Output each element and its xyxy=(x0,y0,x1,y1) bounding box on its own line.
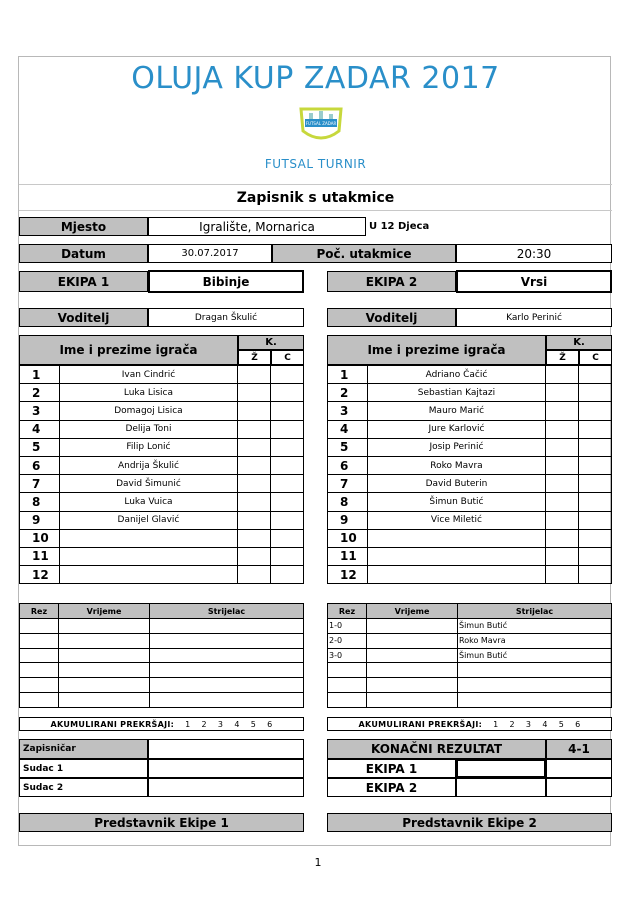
player-number: 11 xyxy=(20,547,60,565)
table-row xyxy=(328,420,612,438)
red-card-cell xyxy=(578,511,611,529)
scorer-header: Strijelac xyxy=(150,604,304,619)
tournament-subtitle: FUTSAL TURNIR xyxy=(264,157,367,171)
player-number: 4 xyxy=(328,420,368,438)
result-team1-score[interactable] xyxy=(456,759,546,778)
team1-goals-table xyxy=(19,603,304,708)
yellow-card-cell xyxy=(237,529,270,547)
event-score xyxy=(20,692,59,707)
yellow-card-cell xyxy=(545,402,578,420)
foul-1[interactable]: 1 xyxy=(185,719,191,729)
player-name xyxy=(60,529,238,547)
red-card-cell xyxy=(270,547,303,565)
red-card-cell xyxy=(270,475,303,493)
event-scorer xyxy=(458,663,612,678)
player-number: 1 xyxy=(328,366,368,384)
red-card-cell xyxy=(578,384,611,402)
table-row xyxy=(328,438,612,456)
team1-players-header: Ime i prezime igrača xyxy=(19,335,238,365)
team2-players-header: Ime i prezime igrača xyxy=(327,335,546,365)
table-row xyxy=(328,633,612,648)
team1-name: Bibinje xyxy=(148,270,304,293)
event-time xyxy=(59,663,150,678)
team1-label: EKIPA 1 xyxy=(19,271,148,292)
yellow-card-cell xyxy=(545,438,578,456)
player-name: Jure Karlović xyxy=(368,420,546,438)
table-row xyxy=(328,511,612,529)
fouls-label: AKUMULIRANI PREKRŠAJI: xyxy=(358,719,483,729)
team2-cards-header: K. xyxy=(546,335,612,350)
yellow-card-cell xyxy=(237,456,270,474)
player-name: Josip Perinić xyxy=(368,438,546,456)
event-score xyxy=(20,648,59,663)
event-time xyxy=(367,692,458,707)
table-row xyxy=(328,619,612,634)
table-row xyxy=(328,566,612,584)
rez-header: Rez xyxy=(328,604,367,619)
player-name xyxy=(60,566,238,584)
yellow-card-cell xyxy=(237,475,270,493)
player-number: 6 xyxy=(328,456,368,474)
event-time xyxy=(59,633,150,648)
table-row xyxy=(20,493,304,511)
time-header: Vrijeme xyxy=(367,604,458,619)
player-name: Mauro Marić xyxy=(368,402,546,420)
team1-coach: Dragan Škulić xyxy=(148,308,304,327)
red-card-cell xyxy=(578,438,611,456)
start-time-value: 20:30 xyxy=(456,244,612,263)
table-row xyxy=(20,619,304,634)
player-name: Luka Lisica xyxy=(60,384,238,402)
table-row xyxy=(328,529,612,547)
table-row xyxy=(20,633,304,648)
report-title: Zapisnik s utakmice xyxy=(236,190,395,206)
yellow-card-cell xyxy=(237,493,270,511)
event-time xyxy=(367,633,458,648)
event-scorer xyxy=(150,633,304,648)
event-scorer xyxy=(458,678,612,693)
yellow-card-cell xyxy=(545,456,578,474)
final-score: 4-1 xyxy=(546,739,612,759)
event-scorer xyxy=(150,663,304,678)
yellow-card-cell xyxy=(545,493,578,511)
table-row xyxy=(20,648,304,663)
player-name: Ivan Cindrić xyxy=(60,366,238,384)
red-card-cell xyxy=(578,566,611,584)
team2-red-header: C xyxy=(579,350,612,365)
event-scorer xyxy=(458,692,612,707)
player-number: 6 xyxy=(20,456,60,474)
player-name xyxy=(368,566,546,584)
yellow-card-cell xyxy=(237,402,270,420)
player-number: 12 xyxy=(20,566,60,584)
player-number: 2 xyxy=(328,384,368,402)
player-name: David Buterin xyxy=(368,475,546,493)
player-name: Danijel Glavić xyxy=(60,511,238,529)
event-time xyxy=(59,678,150,693)
yellow-card-cell xyxy=(545,420,578,438)
player-number: 3 xyxy=(20,402,60,420)
yellow-card-cell xyxy=(237,566,270,584)
player-name: Vice Miletić xyxy=(368,511,546,529)
yellow-card-cell xyxy=(237,420,270,438)
scorer-header: Strijelac xyxy=(458,604,612,619)
player-name: Sebastian Kajtazi xyxy=(368,384,546,402)
table-row xyxy=(20,366,304,384)
red-card-cell xyxy=(270,493,303,511)
player-number: 12 xyxy=(328,566,368,584)
table-row xyxy=(328,663,612,678)
team1-red-header: C xyxy=(271,350,304,365)
recorder-field[interactable] xyxy=(148,739,304,759)
foul-4[interactable]: 4 xyxy=(542,719,548,729)
red-card-cell xyxy=(578,420,611,438)
yellow-card-cell xyxy=(237,547,270,565)
red-card-cell xyxy=(270,438,303,456)
table-row xyxy=(20,678,304,693)
result-team2-score[interactable] xyxy=(456,778,546,797)
event-time xyxy=(367,678,458,693)
red-card-cell xyxy=(578,475,611,493)
player-number: 10 xyxy=(20,529,60,547)
date-label: Datum xyxy=(19,244,148,263)
foul-3[interactable]: 3 xyxy=(217,719,224,729)
event-scorer: Roko Mavra xyxy=(458,633,612,648)
event-score xyxy=(20,678,59,693)
player-name: Filip Lonić xyxy=(60,438,238,456)
team2-coach-label: Voditelj xyxy=(327,308,456,327)
team1-coach-label: Voditelj xyxy=(19,308,148,327)
table-row xyxy=(20,511,304,529)
table-header-row xyxy=(20,604,304,619)
team2-yellow-header: Ž xyxy=(546,350,579,365)
event-time xyxy=(59,692,150,707)
yellow-card-cell xyxy=(237,384,270,402)
yellow-card-cell xyxy=(237,511,270,529)
yellow-card-cell xyxy=(545,511,578,529)
player-number: 7 xyxy=(20,475,60,493)
foul-5[interactable]: 5 xyxy=(250,719,257,729)
category-value: U 12 Djeca xyxy=(369,221,430,232)
player-number: 2 xyxy=(20,384,60,402)
event-scorer: Šimun Butić xyxy=(458,648,612,663)
team2-goals-table xyxy=(327,603,612,708)
player-name: Adriano Čačić xyxy=(368,366,546,384)
yellow-card-cell xyxy=(545,529,578,547)
player-number: 4 xyxy=(20,420,60,438)
table-row xyxy=(328,366,612,384)
table-row xyxy=(328,692,612,707)
table-row xyxy=(20,547,304,565)
referee1-label: Sudac 1 xyxy=(19,759,148,778)
team2-coach: Karlo Perinić xyxy=(456,308,612,327)
team1-cards-header: K. xyxy=(238,335,304,350)
player-name: Luka Vuica xyxy=(60,493,238,511)
player-number: 9 xyxy=(20,511,60,529)
result-team2-label: EKIPA 2 xyxy=(327,778,456,797)
table-row xyxy=(20,420,304,438)
red-card-cell xyxy=(270,402,303,420)
team1-representative-label: Predstavnik Ekipe 1 xyxy=(19,813,304,832)
yellow-card-cell xyxy=(237,438,270,456)
event-time xyxy=(367,663,458,678)
start-time-label: Poč. utakmice xyxy=(272,244,456,263)
team2-label: EKIPA 2 xyxy=(327,271,456,292)
event-time xyxy=(59,619,150,634)
table-row xyxy=(328,456,612,474)
player-name xyxy=(368,547,546,565)
table-header-row xyxy=(328,604,612,619)
table-row xyxy=(20,692,304,707)
rez-header: Rez xyxy=(20,604,59,619)
table-row xyxy=(20,475,304,493)
table-row xyxy=(20,402,304,420)
red-card-cell xyxy=(270,366,303,384)
table-row xyxy=(20,384,304,402)
event-scorer xyxy=(150,619,304,634)
event-score: 2-0 xyxy=(328,633,367,648)
red-card-cell xyxy=(270,384,303,402)
red-card-cell xyxy=(270,511,303,529)
recorder-label: Zapisničar xyxy=(19,739,148,759)
player-name: Roko Mavra xyxy=(368,456,546,474)
player-name: Delija Toni xyxy=(60,420,238,438)
table-row xyxy=(328,648,612,663)
team1-yellow-header: Ž xyxy=(238,350,271,365)
yellow-card-cell xyxy=(237,366,270,384)
player-number: 5 xyxy=(328,438,368,456)
player-number: 10 xyxy=(328,529,368,547)
player-number: 3 xyxy=(328,402,368,420)
yellow-card-cell xyxy=(545,366,578,384)
red-card-cell xyxy=(578,456,611,474)
event-score xyxy=(328,678,367,693)
player-name: Andrija Škulić xyxy=(60,456,238,474)
player-name: Domagoj Lisica xyxy=(60,402,238,420)
table-row xyxy=(328,493,612,511)
referee2-label: Sudac 2 xyxy=(19,778,148,797)
venue-value: Igralište, Mornarica xyxy=(148,217,366,236)
red-card-cell xyxy=(270,456,303,474)
foul-1[interactable]: 1 xyxy=(493,719,499,729)
red-card-cell xyxy=(270,420,303,438)
result-team1-extra xyxy=(546,759,612,778)
referee1-field[interactable] xyxy=(148,759,304,778)
player-number: 8 xyxy=(20,493,60,511)
team2-name: Vrsi xyxy=(456,270,612,293)
team1-fouls-bar xyxy=(19,717,304,731)
event-score xyxy=(328,663,367,678)
event-score xyxy=(20,619,59,634)
table-row xyxy=(20,529,304,547)
final-result-label: KONAČNI REZULTAT xyxy=(327,739,546,759)
player-name: David Šimunić xyxy=(60,475,238,493)
fouls-label: AKUMULIRANI PREKRŠAJI: xyxy=(50,719,175,729)
yellow-card-cell xyxy=(545,547,578,565)
foul-6[interactable]: 6 xyxy=(575,719,581,729)
table-row xyxy=(328,678,612,693)
tournament-title: OLUJA KUP ZADAR 2017 xyxy=(131,61,500,96)
logo-text: FUTSAL ZADAR xyxy=(305,121,337,126)
event-score: 3-0 xyxy=(328,648,367,663)
foul-4[interactable]: 4 xyxy=(234,719,240,729)
player-name xyxy=(60,547,238,565)
table-row xyxy=(328,475,612,493)
foul-2[interactable]: 2 xyxy=(509,719,515,729)
red-card-cell xyxy=(270,566,303,584)
event-score xyxy=(20,633,59,648)
foul-3[interactable]: 3 xyxy=(525,719,532,729)
event-scorer xyxy=(150,678,304,693)
event-scorer xyxy=(150,692,304,707)
divider xyxy=(19,210,612,211)
red-card-cell xyxy=(578,402,611,420)
date-value: 30.07.2017 xyxy=(148,244,272,263)
time-header: Vrijeme xyxy=(59,604,150,619)
team2-representative-label: Predstavnik Ekipe 2 xyxy=(327,813,612,832)
foul-2[interactable]: 2 xyxy=(201,719,207,729)
result-team2-extra xyxy=(546,778,612,797)
foul-6[interactable]: 6 xyxy=(267,719,273,729)
table-row xyxy=(20,566,304,584)
futsal-shield-logo-icon xyxy=(295,105,347,145)
event-time xyxy=(59,648,150,663)
table-row xyxy=(20,456,304,474)
team2-fouls-bar xyxy=(327,717,612,731)
table-row xyxy=(328,384,612,402)
table-row xyxy=(328,402,612,420)
team1-players-table xyxy=(19,365,304,584)
team2-players-table xyxy=(327,365,612,584)
table-row xyxy=(20,438,304,456)
player-number: 1 xyxy=(20,366,60,384)
red-card-cell xyxy=(578,493,611,511)
table-row xyxy=(20,663,304,678)
player-number: 9 xyxy=(328,511,368,529)
red-card-cell xyxy=(270,529,303,547)
red-card-cell xyxy=(578,547,611,565)
yellow-card-cell xyxy=(545,384,578,402)
event-scorer xyxy=(150,648,304,663)
player-number: 7 xyxy=(328,475,368,493)
match-report-sheet xyxy=(18,56,611,846)
result-team1-label: EKIPA 1 xyxy=(327,759,456,778)
player-number: 5 xyxy=(20,438,60,456)
event-score xyxy=(328,692,367,707)
foul-5[interactable]: 5 xyxy=(558,719,565,729)
page-number: 1 xyxy=(314,856,322,869)
yellow-card-cell xyxy=(545,566,578,584)
event-score: 1-0 xyxy=(328,619,367,634)
referee2-field[interactable] xyxy=(148,778,304,797)
red-card-cell xyxy=(578,529,611,547)
yellow-card-cell xyxy=(545,475,578,493)
player-number: 8 xyxy=(328,493,368,511)
event-score xyxy=(20,663,59,678)
player-number: 11 xyxy=(328,547,368,565)
venue-label: Mjesto xyxy=(19,217,148,236)
player-name xyxy=(368,529,546,547)
player-name: Šimun Butić xyxy=(368,493,546,511)
event-time xyxy=(367,619,458,634)
divider xyxy=(19,184,612,185)
red-card-cell xyxy=(578,366,611,384)
table-row xyxy=(328,547,612,565)
event-time xyxy=(367,648,458,663)
event-scorer: Šimun Butić xyxy=(458,619,612,634)
